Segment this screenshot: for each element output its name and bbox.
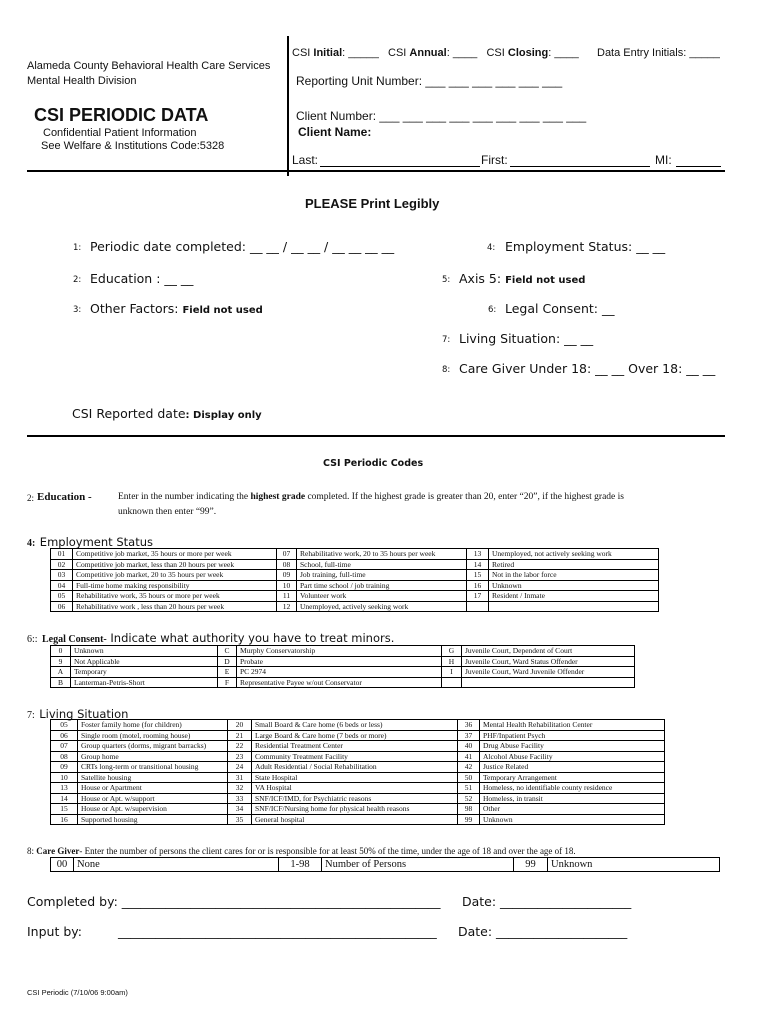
code-cell: I [442, 667, 462, 678]
legal-consent-codes-table [50, 645, 635, 688]
description-cell: Unknown [71, 646, 218, 657]
description-cell: House or Apartment [78, 783, 228, 794]
description-cell: SNF/ICF/Nursing home for physical health reasons [252, 804, 458, 815]
code-cell: 0 [51, 646, 71, 657]
description-cell: House or Apt. w/support [78, 793, 228, 804]
form-identifier: CSI Periodic (7/10/06 9:00am) [27, 988, 128, 997]
code-cell: 04 [51, 580, 73, 591]
code-cell: 15 [51, 804, 78, 815]
legal-consent-field[interactable]: Legal Consent: __ [505, 301, 615, 316]
living-situation-code-row [51, 804, 665, 815]
living-situation-code-row [51, 751, 665, 762]
code-cell: 31 [228, 772, 252, 783]
description-cell: Temporary Arrangement [480, 772, 665, 783]
data-entry-initials-field[interactable]: Data Entry Initials: _____ [597, 47, 720, 59]
code-cell: 36 [458, 720, 480, 731]
division-name: Mental Health Division [27, 75, 137, 87]
living-situation-field[interactable]: Living Situation: __ __ [459, 331, 594, 346]
other-factors-label: Other Factors: Field not used [90, 301, 263, 316]
code-cell: 52 [458, 793, 480, 804]
q8-number: 8: [442, 365, 451, 375]
csi-type-row: CSI Initial: _____ CSI Annual: ____ CSI Closing: ____ [292, 47, 579, 59]
description-cell: Small Board & Care home (6 beds or less) [252, 720, 458, 731]
care-giver-desc: None [74, 858, 279, 872]
description-cell: Satellite housing [78, 772, 228, 783]
care-giver-code: 1-98 [279, 858, 322, 872]
code-cell: 42 [458, 762, 480, 773]
input-by-field[interactable]: ___________________________________________________ [118, 924, 437, 939]
q6-number: 6: [488, 305, 497, 315]
description-cell: Drug Abuse Facility [480, 741, 665, 752]
code-cell: 11 [277, 591, 297, 602]
description-cell [462, 677, 635, 688]
description-cell: Other [480, 804, 665, 815]
confidential-note: Confidential Patient Information [43, 127, 197, 139]
form-title: CSI PERIODIC DATA [34, 105, 209, 125]
care-giver-desc: Unknown [548, 858, 720, 872]
employment-code-row [51, 580, 659, 591]
first-name-field[interactable] [510, 166, 650, 167]
input-date-field[interactable]: Date: _____________________ [458, 924, 628, 939]
periodic-date-field[interactable]: Periodic date completed: __ __ / __ __ / __ __ __ __ [90, 239, 395, 254]
code-cell: 33 [228, 793, 252, 804]
code-cell: 08 [277, 559, 297, 570]
description-cell: Justice Related [480, 762, 665, 773]
description-cell: Foster family home (for children) [78, 720, 228, 731]
description-cell: Part time school / job training [297, 580, 467, 591]
code-cell: D [218, 656, 237, 667]
code-cell: F [218, 677, 237, 688]
description-cell: Competitive job market, less than 20 hours per week [73, 559, 277, 570]
description-cell: Probate [237, 656, 442, 667]
employment-code-row [51, 601, 659, 612]
employment-heading: 4: Employment Status [27, 535, 153, 549]
description-cell: Resident / Inmate [489, 591, 659, 602]
welfare-code-note: See Welfare & Institutions Code:5328 [41, 140, 225, 152]
description-cell: Job training, full-time [297, 570, 467, 581]
code-cell: C [218, 646, 237, 657]
code-cell: H [442, 656, 462, 667]
description-cell: General hospital [252, 814, 458, 825]
care-giver-desc: Number of Persons [322, 858, 514, 872]
description-cell: Homeless, in transit [480, 793, 665, 804]
header-bottom-rule [27, 170, 725, 172]
code-cell: 08 [51, 751, 78, 762]
employment-code-row [51, 549, 659, 560]
print-legibly-note: PLEASE Print Legibly [305, 196, 440, 211]
code-cell: 15 [467, 570, 489, 581]
code-cell: 98 [458, 804, 480, 815]
description-cell: Homeless, no identifiable county residence [480, 783, 665, 794]
living-situation-code-row [51, 720, 665, 731]
description-cell: Residential Treatment Center [252, 741, 458, 752]
header-divider [287, 36, 289, 176]
code-cell [442, 677, 462, 688]
description-cell: VA Hospital [252, 783, 458, 794]
description-cell: Competitive job market, 35 hours or more per week [73, 549, 277, 560]
description-cell: Large Board & Care home (7 beds or more) [252, 730, 458, 741]
completed-date-field[interactable]: Date: _____________________ [462, 894, 632, 909]
code-cell: 10 [51, 772, 78, 783]
education-instructions: Enter in the number indicating the highest grade completed. If the highest grade is greater than 20, enter “20”, if the highest grade is [118, 492, 624, 502]
last-name-field[interactable] [320, 166, 480, 167]
last-name-label: Last: [292, 153, 319, 167]
middle-initial-label: MI: [655, 153, 672, 167]
living-situation-heading: 7: Living Situation [27, 707, 129, 721]
legal-consent-code-row [51, 677, 635, 688]
employment-status-field[interactable]: Employment Status: __ __ [505, 239, 666, 254]
education-instructions-cont: unknown then enter “99”. [118, 507, 217, 517]
description-cell: Supported housing [78, 814, 228, 825]
description-cell [489, 601, 659, 612]
description-cell: Juvenile Court, Dependent of Court [462, 646, 635, 657]
education-code-number: 2: [27, 493, 35, 503]
description-cell: Community Treatment Facility [252, 751, 458, 762]
description-cell: Representative Payee w/out Conservator [237, 677, 442, 688]
code-cell: 24 [228, 762, 252, 773]
description-cell: Retired [489, 559, 659, 570]
description-cell: Volunteer work [297, 591, 467, 602]
description-cell: Unemployed, not actively seeking work [489, 549, 659, 560]
description-cell: Rehabilitative work, 20 to 35 hours per week [297, 549, 467, 560]
reported-date-label: CSI Reported date: Display only [72, 406, 262, 421]
reporting-unit-field[interactable]: Reporting Unit Number: ___ ___ ___ ___ ___ ___ [296, 74, 563, 88]
agency-name: Alameda County Behavioral Health Care Services [27, 60, 271, 72]
living-situation-codes-table [50, 719, 665, 825]
section-divider [27, 435, 725, 437]
description-cell: Juvenile Court, Ward Status Offender [462, 656, 635, 667]
description-cell: SNF/ICF/IMD, for Psychiatric reasons [252, 793, 458, 804]
csi-closing-field[interactable]: : ____ [548, 47, 579, 59]
code-cell [467, 601, 489, 612]
code-cell: 34 [228, 804, 252, 815]
client-name-label: Client Name: [298, 125, 372, 139]
code-cell: 40 [458, 741, 480, 752]
reported-date-note: : Display only [185, 410, 262, 421]
description-cell: Unemployed, actively seeking work [297, 601, 467, 612]
code-cell: 03 [51, 570, 73, 581]
description-cell: Juvenile Court, Ward Juvenile Offender [462, 667, 635, 678]
completed-by-field[interactable]: Completed by: ___________________________________________________ [27, 894, 441, 909]
code-cell: 9 [51, 656, 71, 667]
axis5-note: Field not used [505, 275, 586, 286]
description-cell: Competitive job market, 20 to 35 hours per week [73, 570, 277, 581]
description-cell: House or Apt. w/supervision [78, 804, 228, 815]
description-cell: Group quarters (dorms, migrant barracks) [78, 741, 228, 752]
code-cell: 99 [458, 814, 480, 825]
description-cell: Group home [78, 751, 228, 762]
code-cell: A [51, 667, 71, 678]
description-cell: Adult Residential / Social Rehabilitation [252, 762, 458, 773]
living-situation-code-row [51, 783, 665, 794]
code-cell: 17 [467, 591, 489, 602]
csi-initial-field[interactable]: : _____ [342, 47, 379, 59]
code-cell: B [51, 677, 71, 688]
description-cell: Rehabilitative work, 35 hours or more per week [73, 591, 277, 602]
input-by-label: Input by: [27, 924, 82, 939]
middle-initial-field[interactable] [676, 166, 721, 167]
employment-code-row [51, 570, 659, 581]
code-cell: 23 [228, 751, 252, 762]
code-cell: 51 [458, 783, 480, 794]
code-cell: 14 [467, 559, 489, 570]
csi-annual-field[interactable]: : ____ [446, 47, 478, 59]
care-giver-codes-table [50, 857, 720, 872]
code-cell: 32 [228, 783, 252, 794]
code-cell: 07 [277, 549, 297, 560]
living-situation-code-row [51, 762, 665, 773]
code-cell: 10 [277, 580, 297, 591]
q3-number: 3: [73, 305, 82, 315]
education-field[interactable]: Education : __ __ [90, 271, 194, 286]
client-number-field[interactable]: Client Number: ___ ___ ___ ___ ___ ___ ___ ___ ___ [296, 109, 587, 123]
education-code-label: Education - [37, 491, 92, 503]
care-giver-code: 00 [51, 858, 74, 872]
description-cell: Alcohol Abuse Facility [480, 751, 665, 762]
description-cell: Not in the labor force [489, 570, 659, 581]
code-cell: 16 [467, 580, 489, 591]
code-cell: 16 [51, 814, 78, 825]
code-cell: 50 [458, 772, 480, 783]
description-cell: Murphy Conservatorship [237, 646, 442, 657]
description-cell: Mental Health Rehabilitation Center [480, 720, 665, 731]
living-situation-code-row [51, 814, 665, 825]
code-cell: 06 [51, 601, 73, 612]
q7-number: 7: [442, 335, 451, 345]
living-situation-code-row [51, 741, 665, 752]
legal-consent-code-row [51, 656, 635, 667]
code-cell: 35 [228, 814, 252, 825]
living-situation-code-row [51, 730, 665, 741]
description-cell: Rehabilitative work , less than 20 hours per week [73, 601, 277, 612]
care-giver-instructions: 8: Care Giver- Enter the number of persons the client cares for or is responsible for at least 50% of the time, under the age of 18 and over the age of 18. [27, 846, 576, 856]
q1-number: 1: [73, 243, 82, 253]
description-cell: Single room (motel, rooming house) [78, 730, 228, 741]
code-cell: 06 [51, 730, 78, 741]
q2-number: 2: [73, 275, 82, 285]
description-cell: Unknown [489, 580, 659, 591]
employment-code-row [51, 559, 659, 570]
code-cell: 22 [228, 741, 252, 752]
code-cell: 41 [458, 751, 480, 762]
code-cell: 13 [467, 549, 489, 560]
code-cell: 09 [51, 762, 78, 773]
code-cell: 09 [277, 570, 297, 581]
code-cell: 13 [51, 783, 78, 794]
code-cell: 21 [228, 730, 252, 741]
description-cell: Not Applicable [71, 656, 218, 667]
q5-number: 5: [442, 275, 451, 285]
living-situation-code-row [51, 793, 665, 804]
other-factors-note: Field not used [182, 305, 263, 316]
care-giver-field[interactable]: Care Giver Under 18: __ __ Over 18: __ __ [459, 361, 716, 376]
description-cell: Full-time home making responsibility [73, 580, 277, 591]
code-cell: 07 [51, 741, 78, 752]
code-cell: G [442, 646, 462, 657]
description-cell: Temporary [71, 667, 218, 678]
first-name-label: First: [481, 153, 508, 167]
code-cell: E [218, 667, 237, 678]
code-cell: 05 [51, 591, 73, 602]
legal-consent-heading: 6:: Legal Consent- Indicate what authority you have to treat minors. [27, 631, 395, 645]
description-cell: CRTs long-term or transitional housing [78, 762, 228, 773]
codes-title: CSI Periodic Codes [323, 458, 424, 469]
code-cell: 12 [277, 601, 297, 612]
q4-number: 4: [487, 243, 496, 253]
employment-codes-table [50, 548, 659, 612]
legal-consent-code-row [51, 646, 635, 657]
description-cell: School, full-time [297, 559, 467, 570]
axis5-label: Axis 5: Field not used [459, 271, 586, 286]
code-cell: 14 [51, 793, 78, 804]
code-cell: 37 [458, 730, 480, 741]
description-cell: State Hospital [252, 772, 458, 783]
code-cell: 05 [51, 720, 78, 731]
description-cell: Lanterman-Petris-Short [71, 677, 218, 688]
code-cell: 01 [51, 549, 73, 560]
code-cell: 20 [228, 720, 252, 731]
description-cell: Unknown [480, 814, 665, 825]
employment-code-row [51, 591, 659, 602]
description-cell: PC 2974 [237, 667, 442, 678]
code-cell: 02 [51, 559, 73, 570]
living-situation-code-row [51, 772, 665, 783]
description-cell: PHF/Inpatient Psych [480, 730, 665, 741]
legal-consent-code-row [51, 667, 635, 678]
care-giver-code: 99 [514, 858, 548, 872]
